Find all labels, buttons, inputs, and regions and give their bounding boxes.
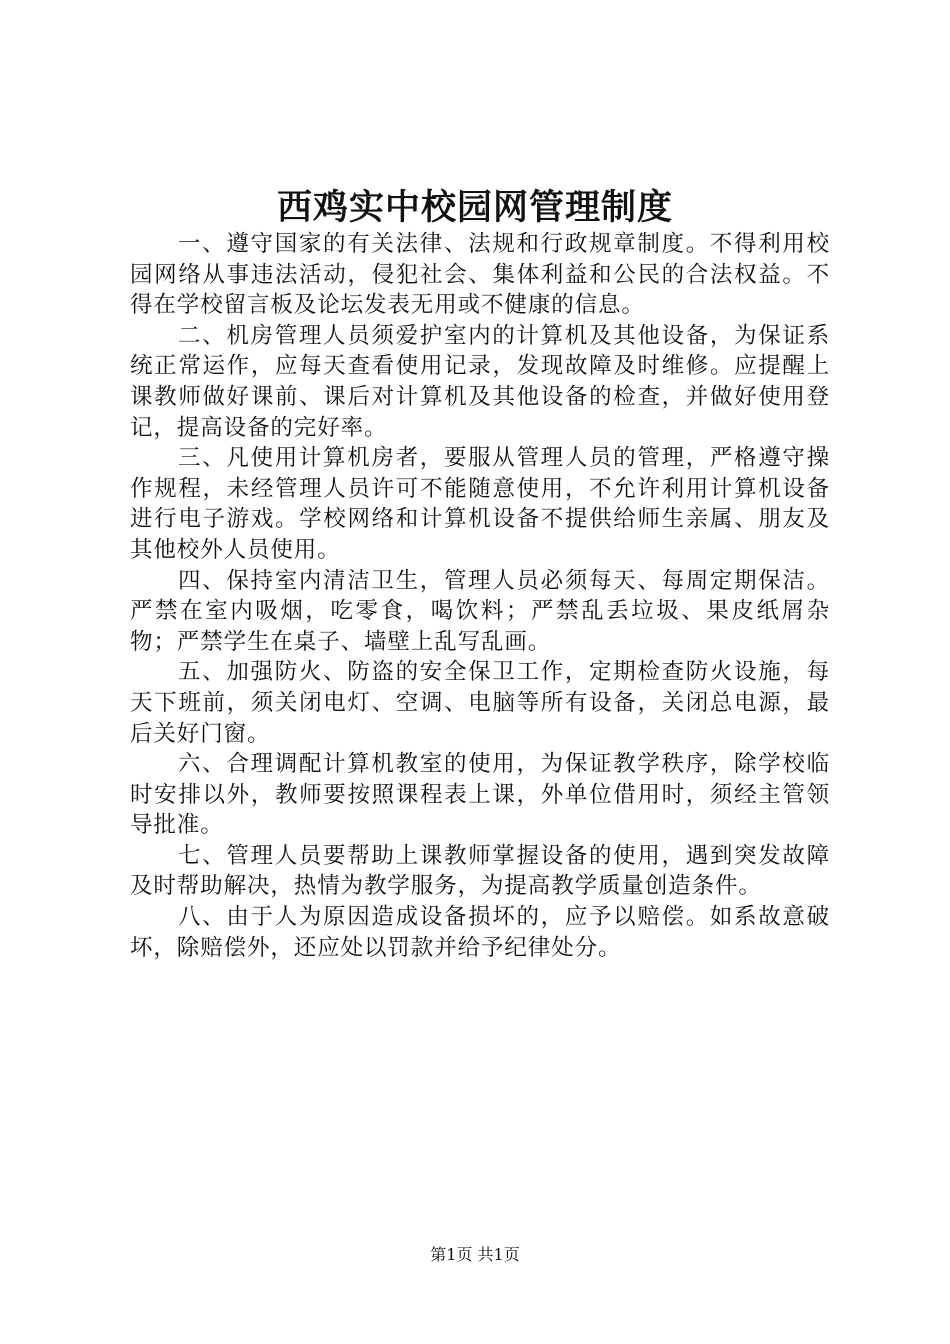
paragraph-5: 五、加强防火、防盗的安全保卫工作，定期检查防火设施，每天下班前，须关闭电灯、空调、电脑等所有设备，关闭总电源，最后关好门窗。 — [130, 659, 830, 747]
page-number-footer: 第1页 共1页 — [430, 1245, 520, 1264]
paragraph-1: 一、遵守国家的有关法律、法规和行政规章制度。不得利用校园网络从事违法活动，侵犯社会、集体利益和公民的合法权益。不得在学校留言板及论坛发表无用或不健康的信息。 — [130, 231, 830, 319]
paragraph-3: 三、凡使用计算机房者，要服从管理人员的管理，严格遵守操作规程，未经管理人员许可不能随意使用，不允许利用计算机设备进行电子游戏。学校网络和计算机设备不提供给师生亲属、朋友及其他校外人员使用。 — [130, 445, 830, 563]
paragraph-7: 七、管理人员要帮助上课教师掌握设备的使用，遇到突发故障及时帮助解决，热情为教学服务，为提高教学质量创造条件。 — [130, 842, 830, 900]
paragraph-4: 四、保持室内清洁卫生，管理人员必须每天、每周定期保洁。严禁在室内吸烟，吃零食，喝饮料；严禁乱丢垃圾、果皮纸屑杂物；严禁学生在桌子、墙壁上乱写乱画。 — [130, 567, 830, 655]
document-body — [130, 229, 830, 963]
document-title: 西鸡实中校园网管理制度 — [276, 187, 673, 228]
paragraph-2: 二、机房管理人员须爱护室内的计算机及其他设备，为保证系统正常运作，应每天查看使用记录，发现故障及时维修。应提醒上课教师做好课前、课后对计算机及其他设备的检查，并做好使用登记，提高设备的完好率。 — [130, 322, 830, 441]
paragraph-6: 六、合理调配计算机教室的使用，为保证教学秩序，除学校临时安排以外，教师要按照课程表上课，外单位借用时，须经主管领导批准。 — [130, 751, 830, 839]
paragraph-8: 八、由于人为原因造成设备损坏的，应予以赔偿。如系故意破坏，除赔偿外，还应处以罚款并给予纪律处分。 — [130, 904, 830, 961]
